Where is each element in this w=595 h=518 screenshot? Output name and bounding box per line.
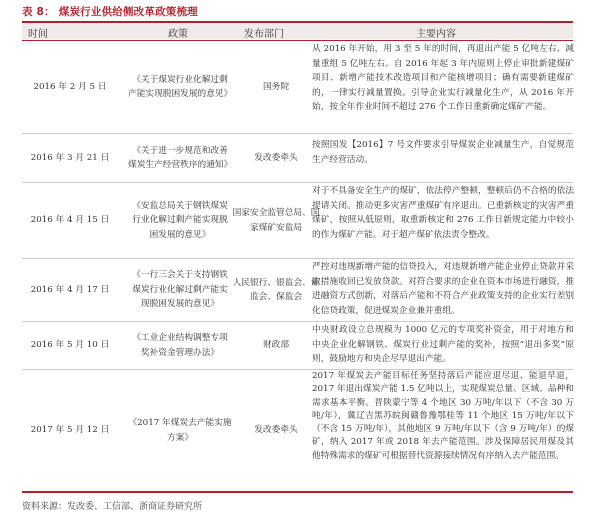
table-row	[22, 259, 573, 322]
row-content: 从 2016 年开始，用 3 至 5 年的时间，再退出产能 5 亿吨左右、减量重组 5 亿吨左右。自 2016 年起 3 年内原则上停止审批新建煤矿项目、新增产能技术改造项目和产能核增项目；确有需要新建煤矿的，一律实行减量置换。引导企业实行减量化生产，从 2016 年开始，按全年作业时间不超过 276 个工作日重新确定煤矿产能。	[312, 44, 574, 112]
row-date: 2016 年 5 月 10 日	[30, 340, 110, 351]
row-dept: 发改委牵头	[254, 152, 298, 163]
row-dept: 国务院	[262, 81, 290, 92]
row-policy: 《关于进一步规范和改善煤炭生产经营秩序的通知》	[128, 145, 233, 170]
row-policy: 《2017 年煤炭去产能实施方案》	[128, 418, 232, 443]
row-content: 2017 年煤炭去产能目标任务坚持落后产能应退尽退、能退早退，2017 年退出煤炭产能 1.5 亿吨以上，实现煤炭总量、区域、品种和需求基本平衡。晋陕蒙宁等 4 个地区 30 万吨/年以下（不含 30 万吨/年），冀辽吉黑苏皖闽赣鲁豫鄂桂等 11 个地区 15 万吨/年以下（不含 15 万吨/年），其他地区 9 万吨/年以下（含 9 万吨/年）的煤矿，纳入 2017 年或 2018 年去产能范围。涉及保障居民用煤及其他特殊需求的煤矿可根据替代资源接续情况有序纳入去产能范围。	[312, 371, 574, 461]
row-policy: 《工业企业结构调整专项奖补资金管理办法》	[132, 333, 228, 358]
table-row	[22, 183, 573, 259]
row-date: 2016 年 3 月 21 日	[30, 152, 110, 163]
header-policy: 政策	[168, 29, 188, 40]
row-dept: 国家安全监管总局、国家煤矿安监局	[232, 208, 320, 233]
header-time: 时间	[28, 29, 48, 40]
table-header	[22, 23, 573, 39]
row-content: 按照国发【2016】7 号文件要求引导煤炭企业减量生产，自觉规范生产经营活动。	[312, 140, 574, 165]
table-label: 表 8：	[22, 6, 55, 18]
source-footnote: 资料来源：发改委、工信部、浙商证券研究所	[22, 502, 203, 512]
header-dept: 发布部门	[244, 29, 284, 40]
row-dept: 发改委牵头	[254, 425, 298, 436]
row-content: 中央财政设立总规模为 1000 亿元的专项奖补资金，用于对地方和中央企业化解钢铁、煤炭行业过剩产能的奖补，按照“退出多奖”原则，鼓励地方和央企尽早退出产能。	[312, 325, 574, 364]
row-date: 2016 年 2 月 5 日	[33, 81, 107, 92]
table-row	[22, 134, 573, 183]
row-dept: 人民银行、银监会、证监会、保监会	[232, 277, 320, 302]
row-policy: 《一行三会关于支持钢铁煤炭行业化解过剩产能实现脱困发展的意见》	[132, 270, 228, 310]
table-row	[22, 322, 573, 370]
row-policy: 《关于煤炭行业化解过剩产能实现脱困发展的意见》	[128, 74, 233, 99]
row-dept: 财政部	[262, 340, 290, 351]
table-row	[22, 370, 573, 493]
row-date: 2016 年 4 月 17 日	[30, 284, 110, 295]
row-date: 2017 年 5 月 12 日	[30, 425, 110, 436]
table-row	[22, 41, 573, 134]
table-title-text: 煤炭行业供给侧改革政策梳理	[58, 6, 198, 18]
table-title	[22, 4, 198, 19]
header-content: 主要内容	[416, 29, 456, 40]
row-content: 对于不具备安全生产的煤矿，依法停产整顿，整顿后仍不合格的依法提请关闭。推动更多灾害严重煤矿有序退出。已重新核定的灾害严重煤矿，按照从低原则，取重新核定和 276 工作日新规定能力中较小的作为煤矿产能。对于超产煤矿依法责令整改。	[312, 186, 574, 240]
row-policy: 《安监总局关于钢铁煤炭行业化解过剩产能实现脱困发展的意见》	[132, 200, 228, 240]
row-content: 严控对违规新增产能的信贷投入，对违规新增产能企业停止贷款并采取措施收回已发放贷款。对符合要求的企业在资本市场进行融资，推进融资方式创新，对落后产能和不符合产业政策支持的企业实行差别化信贷政策，促进煤炭企业兼并重组。	[312, 262, 574, 316]
row-date: 2016 年 4 月 15 日	[30, 215, 110, 226]
